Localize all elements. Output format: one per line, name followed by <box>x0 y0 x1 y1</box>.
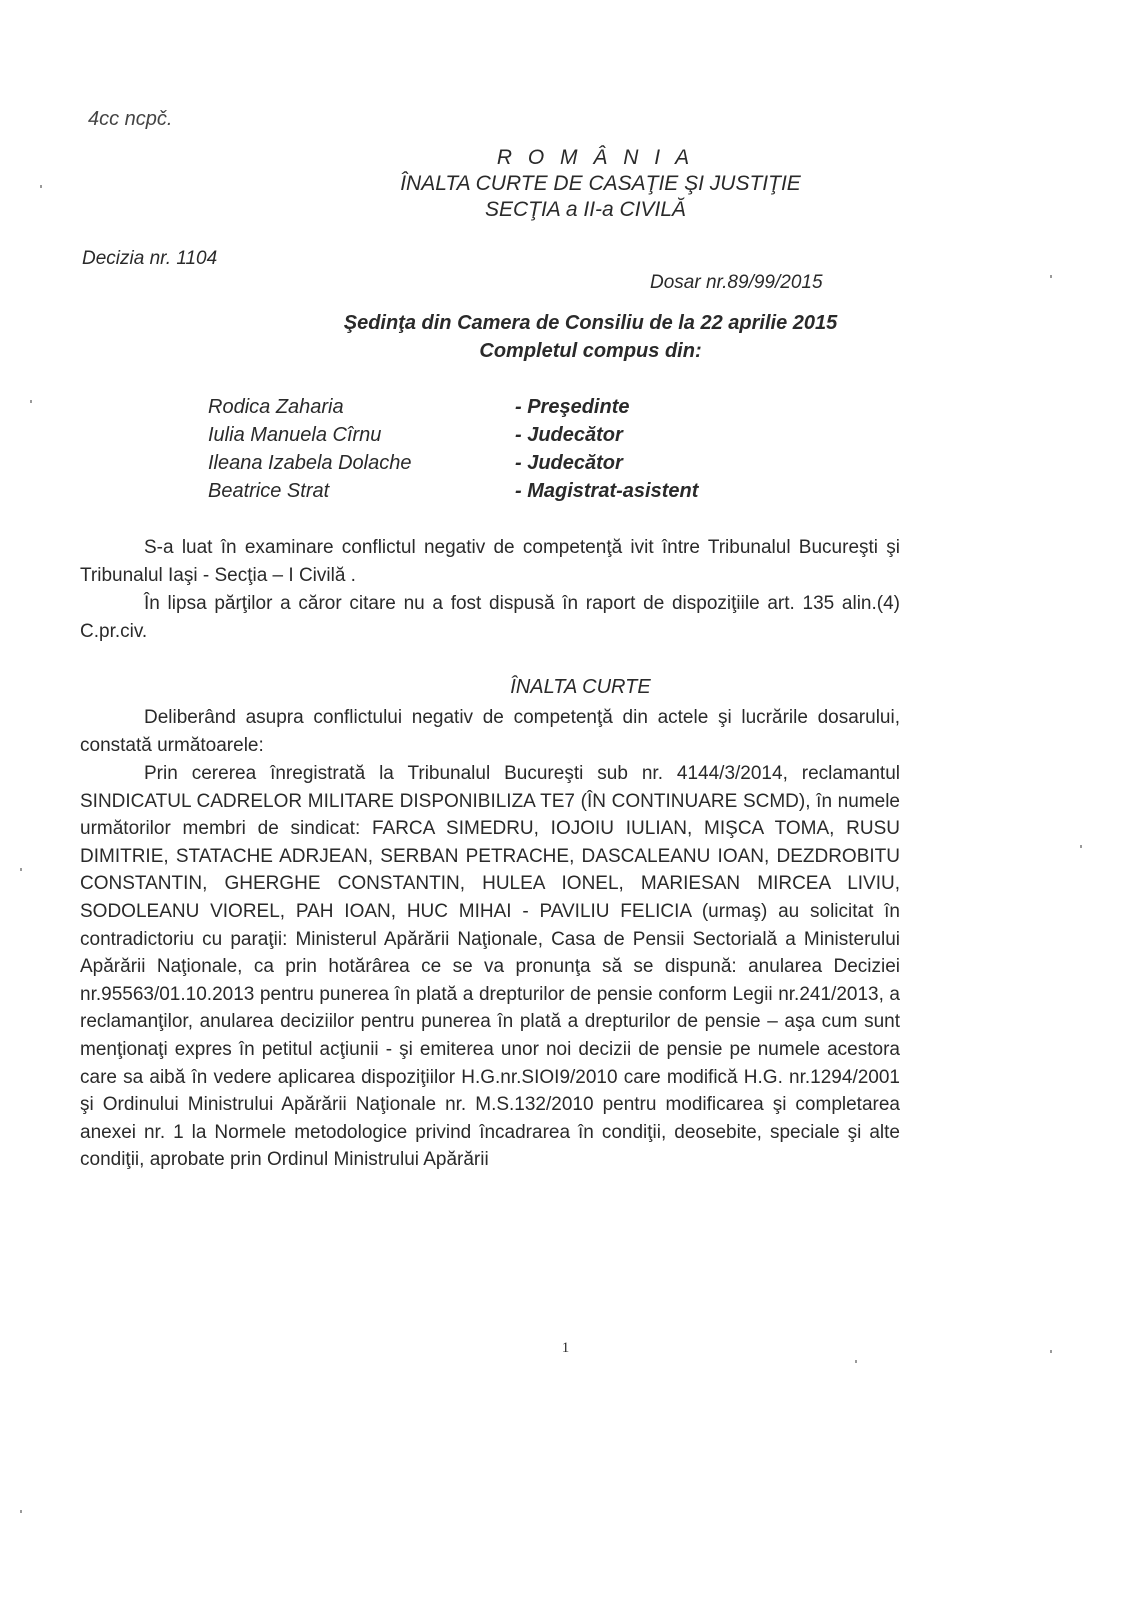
scan-speck <box>20 868 22 871</box>
decision-number: Decizia nr. 1104 <box>82 248 218 269</box>
panel-member-name: Ileana Izabela Dolache <box>208 452 412 474</box>
session-line: Şedinţa din Camera de Consiliu de la 22 aprilie 2015 <box>343 312 838 334</box>
header-court: ÎNALTA CURTE DE CASAŢIE ŞI JUSTIŢIE <box>400 172 801 195</box>
court-heading: ÎNALTA CURTE <box>510 676 651 698</box>
panel-heading: Completul compus din: <box>479 340 702 362</box>
header-section: SECŢIA a II-a CIVILĂ <box>484 198 687 221</box>
scan-speck <box>30 400 32 403</box>
panel-member-role: - Judecător <box>515 424 623 446</box>
intro-paragraph: S-a luat în examinare conflictul negativ de competenţă ivit între Tribunalul Bucureşti şi Tribunalul Iaşi - Secţia – I Civilă . <box>80 537 900 586</box>
panel-member-role: - Magistrat-asistent <box>515 480 699 502</box>
panel-member-name: Beatrice Strat <box>208 480 330 502</box>
body-paragraph: Deliberând asupra conflictului negativ de competenţă din actele şi lucrările dosarului, constată următoarele: <box>80 707 900 756</box>
corner-note: 4cc ncpč. <box>88 108 173 130</box>
scan-speck <box>855 1360 857 1363</box>
scan-speck <box>1050 1350 1052 1353</box>
panel-member-name: Iulia Manuela Cîrnu <box>208 424 382 446</box>
page-number: 1 <box>561 1340 570 1356</box>
panel-member-name: Rodica Zaharia <box>208 396 344 418</box>
scan-speck <box>1050 275 1052 278</box>
panel-member-role: - Preşedinte <box>515 396 630 418</box>
header-country: R O M Â N I A <box>496 146 695 169</box>
intro-paragraph: În lipsa părţilor a căror citare nu a fost dispusă în raport de dispoziţiile art. 135 alin.(4) C.pr.civ. <box>80 593 900 642</box>
scan-speck <box>1080 845 1082 848</box>
panel-member-role: - Judecător <box>515 452 623 474</box>
body-paragraph: Prin cererea înregistrată la Tribunalul Bucureşti sub nr. 4144/3/2014, reclamantul SINDICATUL CADRELOR MILITARE DISPONIBILIZA TE7 (ÎN CONTINUARE SCMD), în numele următorilor membri de sindicat: FARCA SIMEDRU, IOJOIU IULIAN, MIŞCA TOMA, RUSU DIMITRIE, STATACHE ADRJEAN, SERBAN PETRACHE, DASCALEANU IOAN, DEZDROBITU CONSTANTIN, GHERGHE CONSTANTIN, HULEA IONEL, MARIESAN MIRCEA LIVIU, SODOLEANU VIOREL, PAH IOAN, HUC MIHAI - PAVILIU FELICIA (urmaş) au solicitat în contradictoriu cu paraţii: Ministerul Apărării Naţionale, Casa de Pensii Sectorială a Ministerului Apărării Naţionale, ca prin hotărârea ce se va pronunţa să se dispună: anularea Deciziei nr.95563/01.10.2013 pentru punerea în plată a drepturilor de pensie conform Legii nr.241/2013, a reclamanţilor, anularea deciziilor pentru punerea în plată a drepturilor de pensie – aşa cum sunt menţionaţi expres în petitul acţiunii - şi emiterea unor noi decizii de pensie pe numele acestora care sa aibă în vedere aplicarea dispoziţiilor H.G.nr.SIOI9/2010 care modifică H.G. nr.1294/2001 şi Ordinului Ministrului Apărării Naţionale nr. M.S.132/2010 pentru modificarea şi completarea anexei nr. 1 la Normele metodologice privind încadrarea în condiţii, deosebite, speciale şi alte condiţii, aprobate prin Ordinul Ministrului Apărării <box>80 763 900 1171</box>
scan-speck <box>20 1510 22 1513</box>
file-number: Dosar nr.89/99/2015 <box>650 272 823 293</box>
scan-speck <box>40 185 42 188</box>
